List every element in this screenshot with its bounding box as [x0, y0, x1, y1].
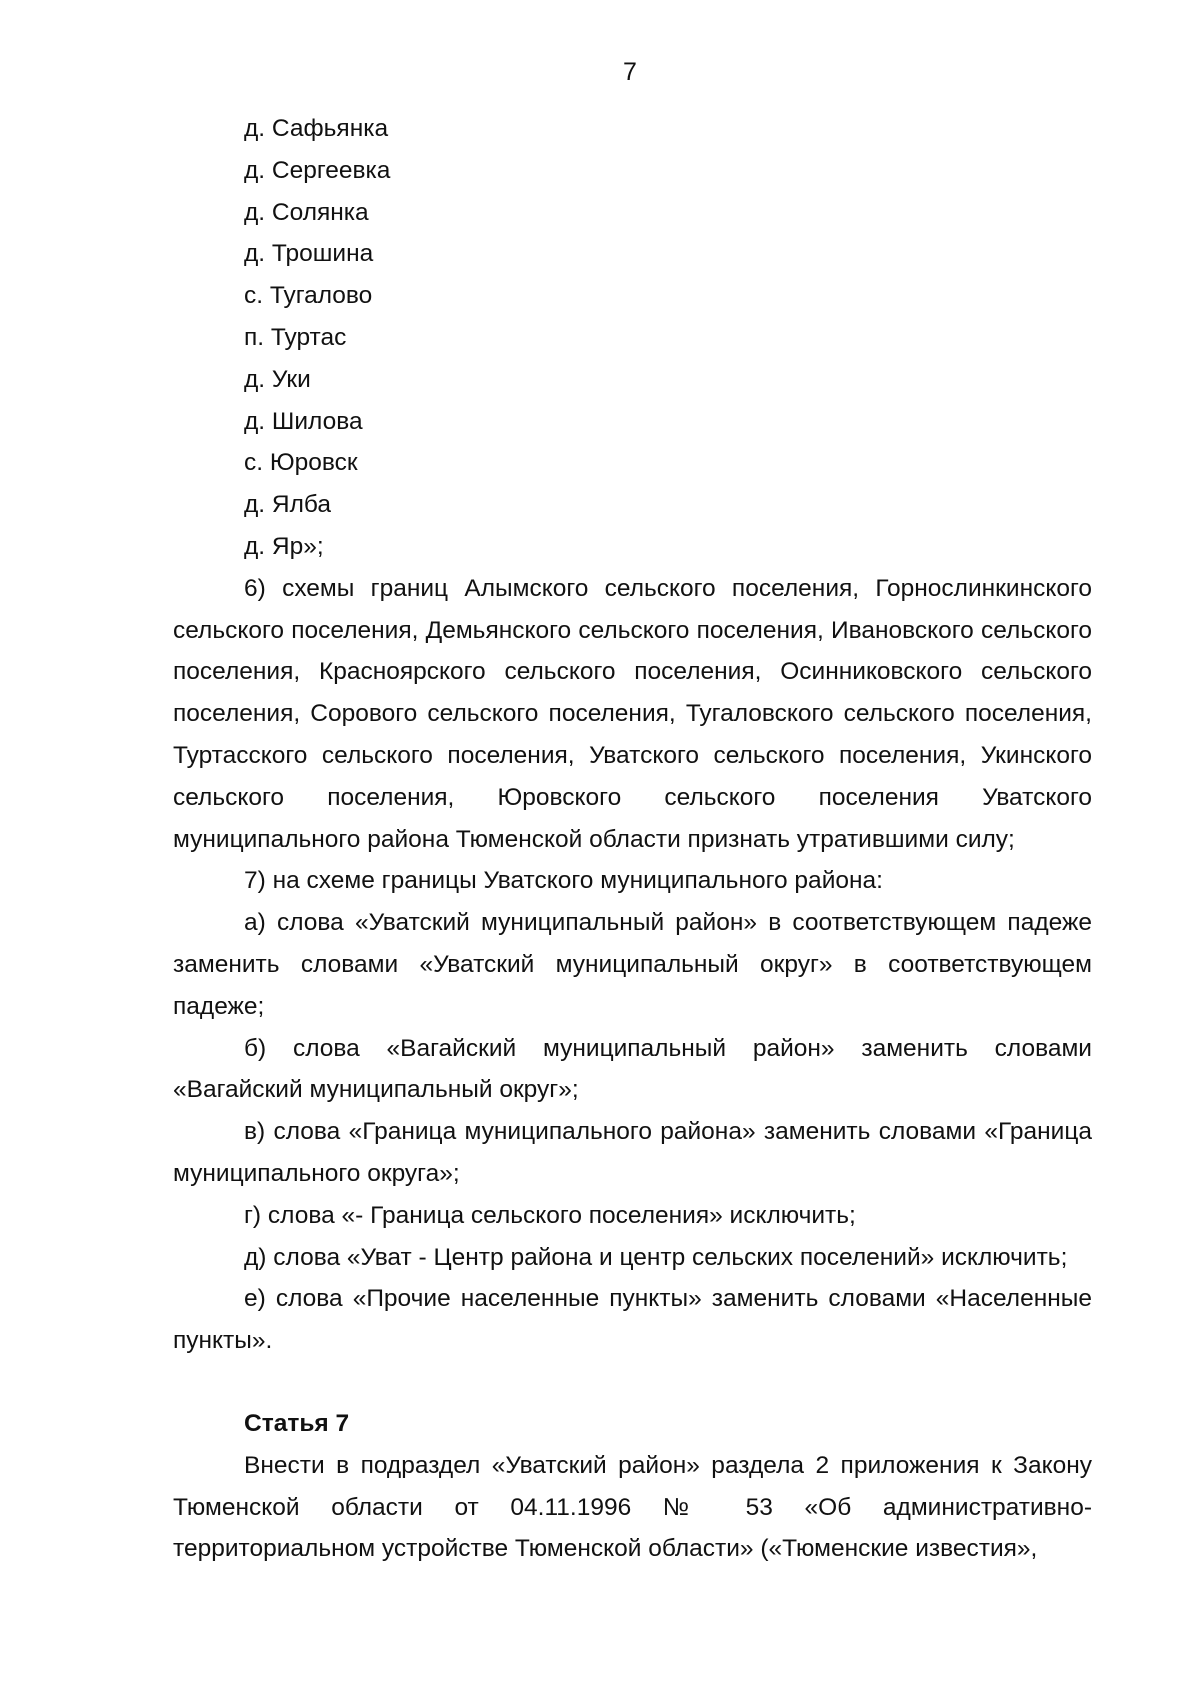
list-item: п. Туртас — [244, 323, 347, 351]
article-heading: Статья 7 — [244, 1409, 350, 1437]
paragraph-subitem-a: а) слова «Уватский муниципальный район» в соответствующем падеже заменить словами «Уватский муниципальный округ» в соответствующем падеже; — [173, 909, 1092, 1020]
list-item: д. Солянка — [244, 198, 369, 226]
paragraph-subitem-d: д) слова «Уват - Центр района и центр сельских поселений» исключить; — [244, 1243, 1068, 1271]
list-item: д. Уки — [244, 365, 311, 393]
settlement-list — [173, 108, 1092, 568]
paragraph-item-6: 6) схемы границ Алымского сельского поселения, Горнослинкинского сельского поселения, Демьянского сельского поселения, Ивановского сельского поселения, Красноярского сельского поселения, Осинниковского сельского поселения, Сорового сельского поселения, Тугаловского сельского поселения, Туртасского сельского поселения, Уватского сельского поселения, Укинского сельского поселения, Юровского сельского поселения Уватского муниципального района Тюменской области признать утратившими силу; — [173, 574, 1092, 853]
paragraph-subitem-g: г) слова «- Граница сельского поселения» исключить; — [244, 1201, 856, 1229]
list-item: д. Шилова — [244, 407, 363, 435]
paragraph-item-7: 7) на схеме границы Уватского муниципального района: — [244, 867, 883, 895]
list-item: д. Трошина — [244, 240, 374, 268]
list-item: д. Сергеевка — [244, 156, 391, 184]
list-item: с. Тугалово — [244, 282, 373, 310]
paragraph-subitem-e: е) слова «Прочие населенные пункты» заменить словами «Населенные пункты». — [173, 1285, 1092, 1355]
document-body — [173, 108, 1092, 1570]
page-number: 7 — [623, 58, 637, 86]
paragraph-subitem-v: в) слова «Граница муниципального района» заменить словами «Граница муниципального округа»; — [173, 1118, 1092, 1187]
list-item: д. Яр»; — [244, 532, 324, 560]
article-text: Внести в подраздел «Уватский район» раздела 2 приложения к Закону Тюменской области от 04.11.1996 № 53 «Об административно-территориальном устройстве Тюменской области» («Тюменские известия», — [173, 1451, 1092, 1563]
list-item: с. Юровск — [244, 449, 358, 477]
list-item: д. Сафьянка — [244, 115, 389, 142]
list-item: д. Ялба — [244, 491, 331, 519]
paragraph-subitem-b: б) слова «Вагайский муниципальный район» заменить словами «Вагайский муниципальный округ»; — [173, 1034, 1092, 1104]
